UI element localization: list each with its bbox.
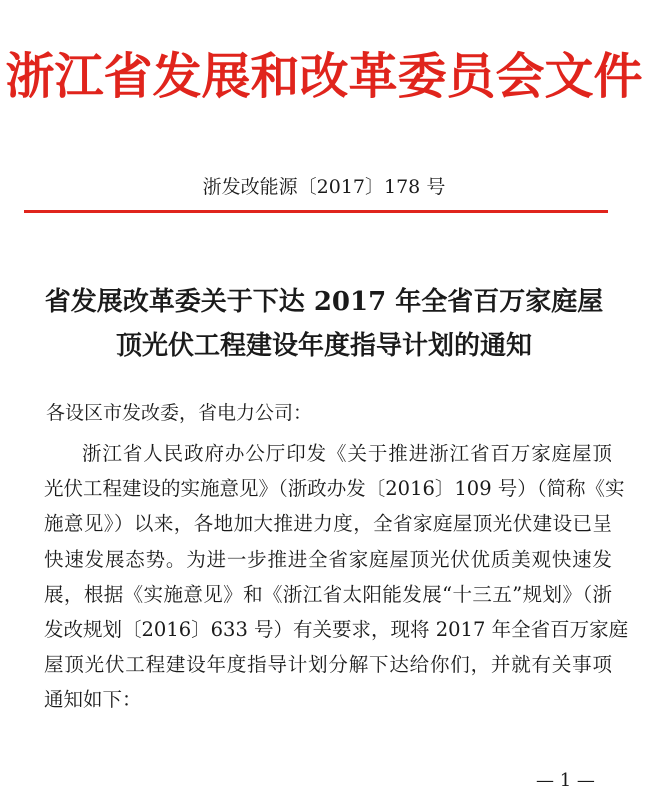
body-paragraph — [44, 436, 629, 718]
document-title-line-2: 顶光伏工程建设年度指导计划的通知 — [115, 331, 532, 361]
body-line: 光伏工程建设的实施意见》（浙政办发〔2016〕109 号）（简称《实 — [44, 477, 625, 501]
body-line: 展，根据《实施意见》和《浙江省太阳能发展“十三五”规划》（浙 — [44, 582, 612, 606]
body-line: 施意见》）以来，各地加大推进力度，全省家庭屋顶光伏建设已呈 — [44, 512, 612, 536]
body-line: 快速发展态势。为进一步推进全省家庭屋顶光伏优质美观快速发 — [44, 547, 612, 571]
body-line: 屋顶光伏工程建设年度指导计划分解下达给你们，并就有关事项 — [44, 653, 612, 677]
red-separator-rule — [24, 210, 608, 213]
document-title-line-1: 省发展改革委关于下达 2017 年全省百万家庭屋 — [44, 287, 604, 317]
document-number: 浙发改能源〔2017〕178 号 — [202, 176, 446, 198]
salutation: 各设区市发改委，省电力公司： — [46, 402, 313, 424]
document-title — [0, 280, 648, 368]
page-number: — 1 — — [536, 770, 595, 791]
body-line: 浙江省人民政府办公厅印发《关于推进浙江省百万家庭屋顶 — [82, 442, 612, 465]
body-line: 发改规划〔2016〕633 号）有关要求，现将 2017 年全省百万家庭 — [44, 618, 629, 642]
issuing-organization-title: 浙江省发展和改革委员会文件 — [5, 47, 643, 105]
body-line: 通知如下： — [44, 688, 142, 712]
